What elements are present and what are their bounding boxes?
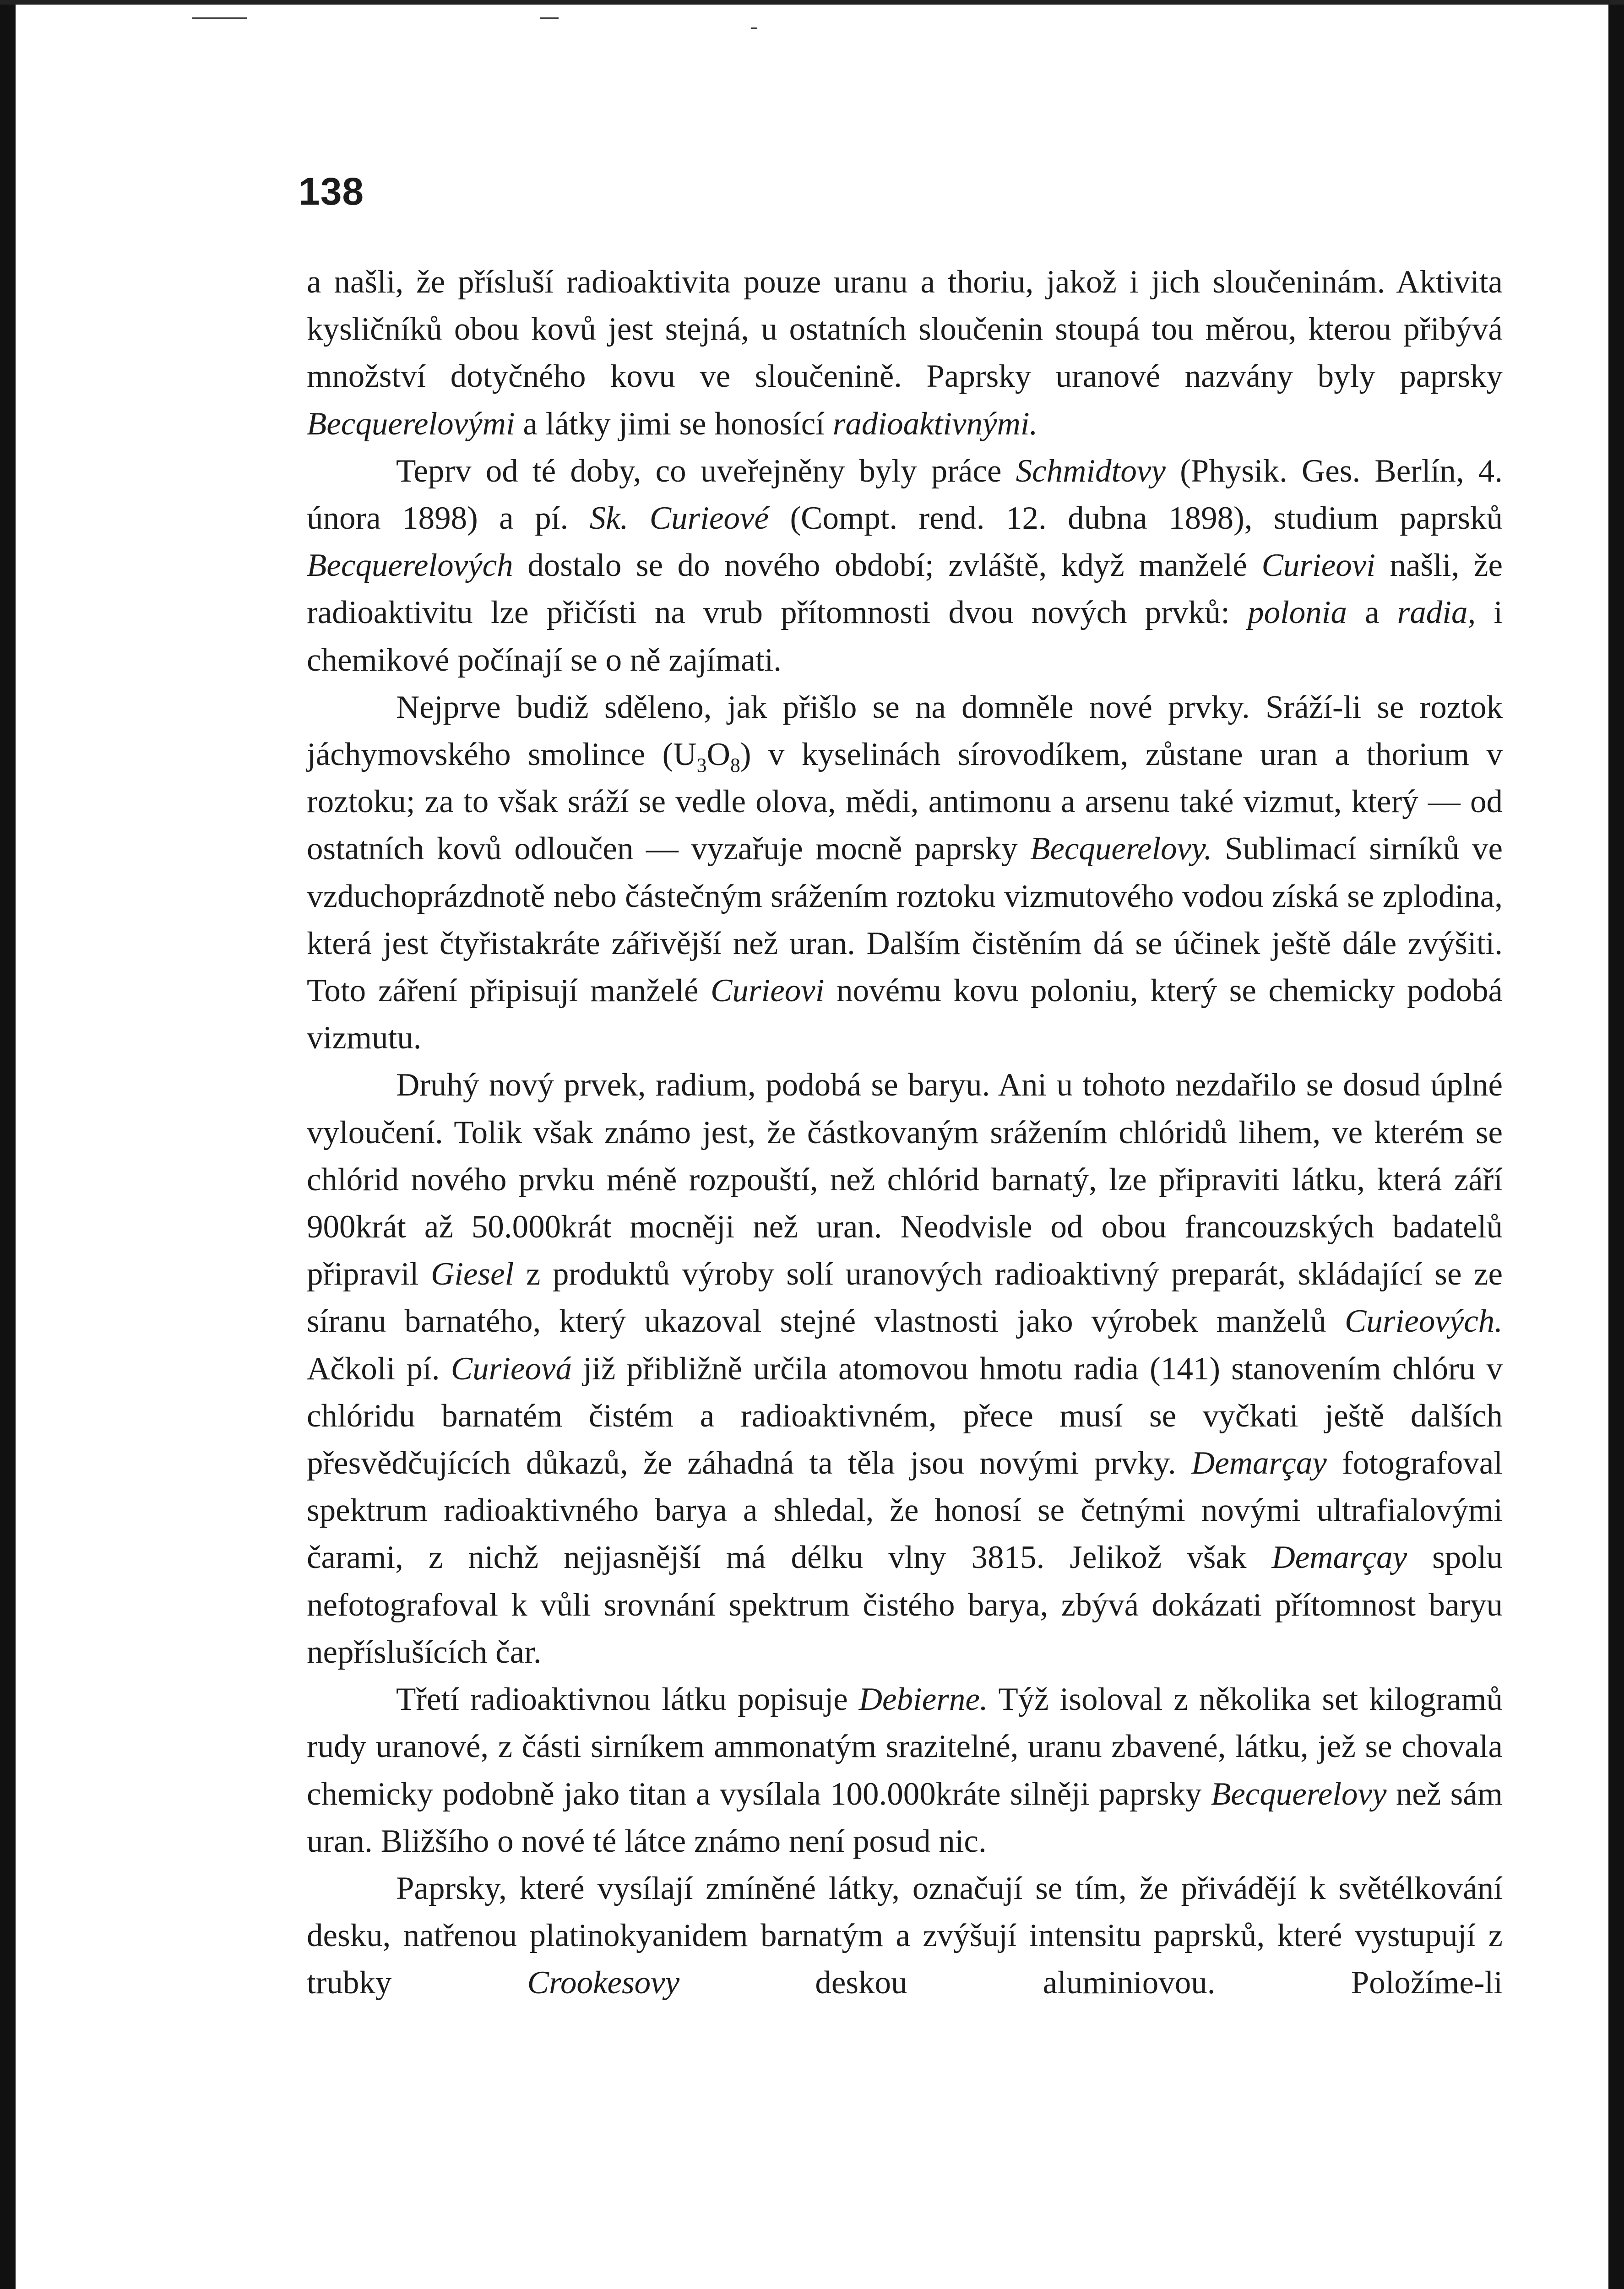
italic-name: Demarçay <box>1191 1445 1327 1481</box>
text-run: než sám uran. Bližšího o nové té látce známo není posud nic. <box>307 1776 1503 1859</box>
text-run: Ačkoli pí. <box>307 1351 451 1387</box>
text-run: Nejprve budiž sděleno, jak přišlo se na domněle nové prvky. Sráží-li se roztok jáchymovského smolince (U <box>307 689 1503 773</box>
italic-name: Crookesovy <box>527 1965 680 2001</box>
italic-name: Curieovi <box>711 973 825 1009</box>
text-run: a <box>1347 595 1397 631</box>
paragraph <box>307 448 1503 684</box>
paragraph <box>307 684 1503 1062</box>
text-run: ) v kyselinách sírovodíkem, zůstane uran a thorium v roztoku; za to však sráží se vedle olova, mědi, antimonu a arsenu také vizmut, který — od ostatních kovů odloučen — vyzařuje mocně paprsky <box>307 737 1503 867</box>
text-run: deskou aluminiovou. Položíme-li <box>679 1965 1503 2001</box>
subscript: 3 <box>696 754 707 777</box>
text-run: z produktů výroby solí uranových radioaktivný preparát, skládající se ze síranu barnatého, který ukazoval stejné vlastnosti jako výrobek manželů <box>307 1256 1503 1340</box>
body-text <box>307 259 1503 2007</box>
scan-mark-left <box>192 17 247 19</box>
subscript: 8 <box>730 754 740 777</box>
text-run: novému kovu poloniu, který se chemicky podobá vizmutu. <box>307 973 1503 1056</box>
text-run: O <box>706 737 730 773</box>
italic-name: radia, <box>1397 595 1476 631</box>
text-run: Druhý nový prvek, radium, podobá se baryu. Ani u tohoto nezdařilo se dosud úplné vyloučení. Tolik však známo jest, že částkovaným srážením chlóridů lihem, ve kterém se chlórid nového prvku méně rozpouští, než chlórid barnatý, lze připraviti látku, která září 900krát až 50.000krát mocněji než uran. Neodvisle od obou francouzských badatelů připravil <box>307 1067 1503 1292</box>
italic-name: Becquerelovými <box>307 406 515 442</box>
italic-name: Sk. Curieové <box>589 500 769 537</box>
paragraph <box>307 259 1503 448</box>
scan-border-left <box>0 0 16 2289</box>
scan-mark-center <box>540 17 559 19</box>
text-run: a našli, že přísluší radioaktivita pouze uranu a thoriu, jakož i jich sloučeninám. Aktivita kysličníků obou kovů jest stejná, u ostatních sloučenin stoupá tou měrou, kterou přibývá množství dotyčného kovu ve sloučenině. Paprsky uranové nazvány byly paprsky <box>307 264 1503 395</box>
italic-name: Becquerelových <box>307 548 513 584</box>
page-number: 138 <box>299 170 364 213</box>
italic-name: Demarçay <box>1271 1540 1407 1576</box>
text-run: spolu nefotografoval k vůli srovnání spektrum čistého barya, zbývá dokázati přítomnost baryu nepříslušících čar. <box>307 1540 1503 1670</box>
text-run: i chemikové počínají se o ně zajímati. <box>307 595 1503 678</box>
text-run: Paprsky, které vysílají zmíněné látky, označují se tím, že přivádějí k světélkování desku, natřenou platinokyanidem barnatým a zvýšují intensitu paprsků, které vystupují z trubky <box>307 1870 1503 2001</box>
text-run: Teprv od té doby, co uveřejněny byly práce <box>396 453 1016 489</box>
paragraph <box>307 1676 1503 1865</box>
text-run: již přibližně určila atomovou hmotu radia (141) stanovením chlóru v chlóridu barnatém čistém a radioaktivném, přece musí se vyčkati ještě dalších přesvědčujících důkazů, že záhadná ta těla jsou novými prvky. <box>307 1351 1503 1481</box>
scan-border-right <box>1608 0 1624 2289</box>
paragraph <box>307 1865 1503 2007</box>
italic-name: Curieovi <box>1261 548 1375 584</box>
paragraph <box>307 1062 1503 1676</box>
italic-name: Becquerelovy. <box>1030 831 1212 867</box>
italic-name: Curieová <box>451 1351 572 1387</box>
italic-name: radioaktivnými. <box>832 406 1038 442</box>
text-run: Sublimací sirníků ve vzduchoprázdnotě nebo částečným srážením roztoku vizmutového vodou získá se zplodina, která jest čtyřistakráte zářivější než uran. Dalším čistěním dá se účinek ještě dále zvýšiti. Toto záření připisují manželé <box>307 831 1503 1009</box>
text-run: a látky jimi se honosící <box>515 406 833 442</box>
text-run: (Compt. rend. 12. dubna 1898), studium paprsků <box>769 500 1503 537</box>
text-run: (Physik. Ges. Berlín, 4. února 1898) a pí. <box>307 453 1503 537</box>
text-run: Třetí radioaktivnou látku popisuje <box>396 1681 859 1718</box>
italic-name: polonia <box>1248 595 1347 631</box>
scan-border-top <box>0 0 1624 5</box>
italic-name: Schmidtovy <box>1016 453 1166 489</box>
italic-name: Becquerelovy <box>1211 1776 1387 1812</box>
scan-mark-dot <box>751 27 757 29</box>
italic-name: Curieových. <box>1344 1303 1503 1340</box>
text-run: našli, že radioaktivitu lze přičísti na vrub přítomnosti dvou nových prvků: <box>307 548 1503 631</box>
text-run: dostalo se do nového období; zvláště, když manželé <box>513 548 1262 584</box>
italic-name: Debierne. <box>858 1681 988 1718</box>
text-run: Týž isoloval z několika set kilogramů rudy uranové, z části sirníkem ammonatým srazitelné, uranu zbavené, látku, jež se chovala chemicky podobně jako titan a vysílala 100.000kráte silněji paprsky <box>307 1681 1503 1812</box>
italic-name: Giesel <box>430 1256 514 1292</box>
text-run: fotografoval spektrum radioaktivného barya a shledal, že honosí se četnými novými ultrafialovými čarami, z nichž nejjasnější má délku vlny 3815. Jelikož však <box>307 1445 1503 1576</box>
